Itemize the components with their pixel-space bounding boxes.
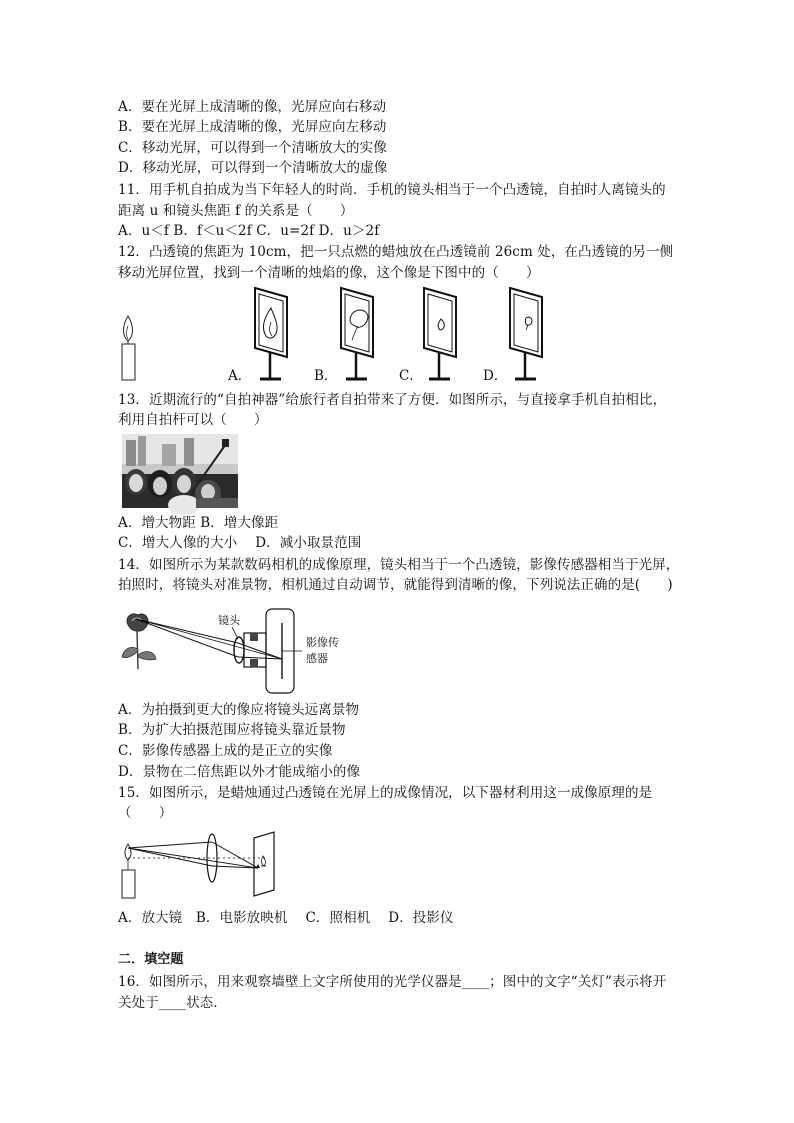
q11-options: A．u＜f B．f＜u＜2f C．u=2f D．u＞2f bbox=[118, 223, 380, 239]
q14-sensor-label-line2: 感器 bbox=[306, 652, 328, 665]
q12-label-b: B． bbox=[314, 368, 338, 384]
q13-options-row1: A．增大物距 B．增大像距 bbox=[118, 515, 279, 531]
q15-figure-svg bbox=[118, 830, 282, 900]
q12-figure bbox=[114, 286, 554, 386]
q14-option-c: C．影像传感器上成的是正立的实像 bbox=[118, 743, 333, 759]
q14-option-d: D．景物在二倍焦距以外才能成缩小的像 bbox=[118, 764, 361, 780]
q14-option-b: B．为扩大拍摄范围应将镜头靠近景物 bbox=[118, 722, 346, 738]
q13-stem-line2: 利用自拍杆可以（ ） bbox=[118, 412, 268, 428]
q14-stem-line1: 14．如图所示为某款数码相机的成像原理，镜头相当于一个凸透镜，影像传感器相当于光屏， bbox=[118, 557, 680, 573]
q10-option-d: D．移动光屏，可以得到一个清晰放大的虚像 bbox=[118, 160, 388, 176]
q14-stem-line2: 拍照时，将镜头对准景物，相机通过自动调节，就能得到清晰的像，下列说法正确的是( ) bbox=[118, 577, 673, 593]
q12-label-c: C． bbox=[399, 368, 423, 384]
q11-stem-line1: 11．用手机自拍成为当下年轻人的时尚．手机的镜头相当于一个凸透镜，自拍时人离镜头的 bbox=[118, 182, 666, 198]
q15-options: A．放大镜 B．电影放映机 C．照相机 D．投影仪 bbox=[118, 910, 454, 926]
q15-stem-line1: 15．如图所示，是蜡烛通过凸透镜在光屏上的成像情况，以下器材利用这一成像原理的是 bbox=[118, 785, 653, 801]
q11-stem-line2: 距离 u 和镜头焦距 f 的关系是（ ） bbox=[118, 203, 354, 219]
selfie-photo-svg bbox=[122, 434, 238, 508]
q16-stem-line2: 关处于____状态． bbox=[118, 995, 227, 1011]
q13-stem-line1: 13．近期流行的“自拍神器”给旅行者自拍带来了方便．如图所示，与直接拿手机自拍相比， bbox=[118, 392, 667, 408]
q12-label-d: D． bbox=[483, 368, 508, 384]
selfie-photo bbox=[122, 434, 238, 508]
screen-a-icon bbox=[255, 288, 287, 379]
q16-stem-line1: 16．如图所示，用来观察墙壁上文字所使用的光学仪器是____；图中的文字“关灯”表示将开 bbox=[118, 974, 667, 990]
candle-icon bbox=[122, 316, 135, 380]
q14-option-a: A．为拍摄到更大的像应将镜头远离景物 bbox=[118, 702, 360, 718]
q15-figure bbox=[118, 830, 282, 900]
q15-stem-line2: （ ） bbox=[118, 805, 173, 821]
q14-sensor-label-line1: 影像传 bbox=[306, 636, 339, 649]
q12-label-a: A． bbox=[228, 368, 252, 384]
screen-b-icon bbox=[341, 288, 373, 379]
screen-d-icon bbox=[510, 288, 542, 379]
q12-stem-line2: 移动光屏位置，找到一个清晰的烛焰的像，这个像是下图中的（ ） bbox=[118, 265, 540, 281]
q10-option-b: B．要在光屏上成清晰的像，光屏应向左移动 bbox=[118, 119, 387, 135]
q14-camera-figure bbox=[120, 605, 360, 697]
candle-icon bbox=[122, 844, 135, 898]
q12-stem-line1: 12．凸透镜的焦距为 10cm，把一只点燃的蜡烛放在凸透镜前 26cm 处，在凸透镜的另一侧 bbox=[118, 244, 674, 260]
section-title: 二．填空题 bbox=[118, 952, 184, 967]
q14-lens-label: 镜头 bbox=[218, 614, 240, 627]
q13-options-row2: C．增大人像的大小 D．减小取景范围 bbox=[118, 535, 362, 551]
q10-option-c: C．移动光屏，可以得到一个清晰放大的实像 bbox=[118, 140, 387, 156]
screen-c-icon bbox=[424, 288, 456, 379]
q10-option-a: A．要在光屏上成清晰的像，光屏应向右移动 bbox=[118, 99, 387, 115]
